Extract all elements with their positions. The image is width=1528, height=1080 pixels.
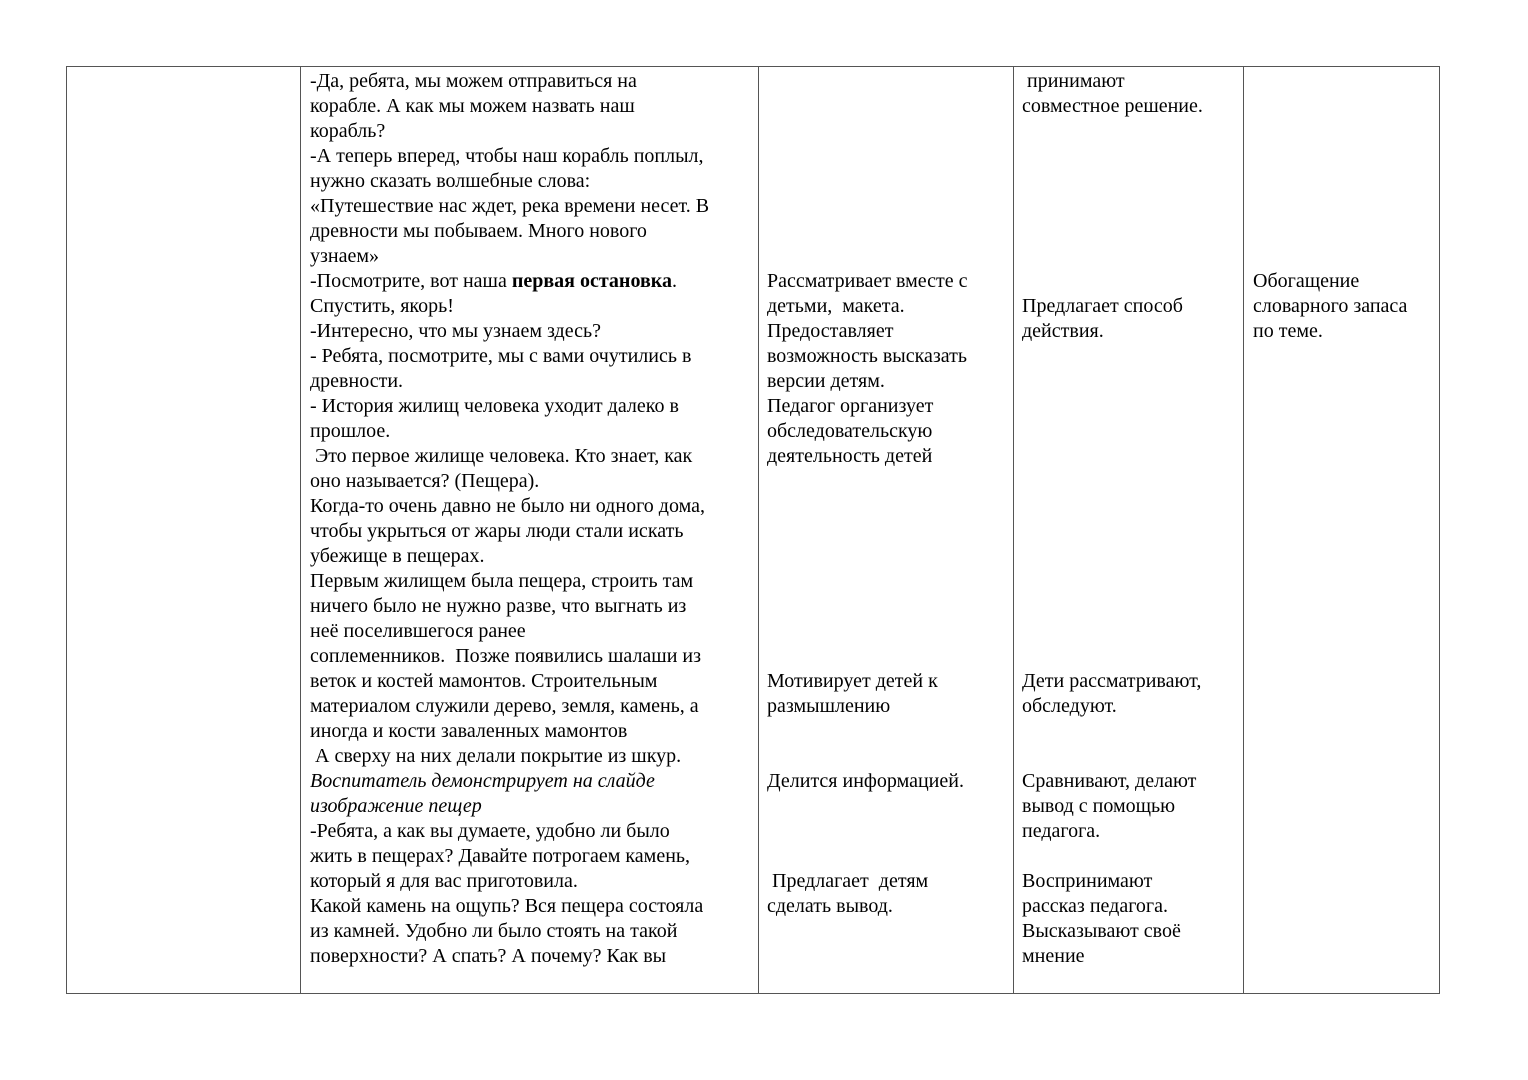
children-activity-line: Дети рассматривают,	[1022, 670, 1202, 692]
outcome-line: по теме.	[1253, 320, 1323, 342]
children-activity-line: рассказ педагога.	[1022, 895, 1168, 917]
teacher-activity-line: Предлагает детям	[767, 870, 929, 892]
dialogue-line: -А теперь вперед, чтобы наш корабль поплыл,	[310, 145, 704, 167]
dialogue-line: жить в пещерах? Давайте потрогаем камень,	[310, 845, 691, 867]
dialogue-line: - Ребята, посмотрите, мы с вами очутились в	[310, 345, 692, 367]
teacher-activity-line: Педагог организует	[767, 395, 934, 417]
dialogue-cell	[301, 67, 757, 993]
teacher-activity-cell	[759, 67, 1012, 993]
children-activity-line: действия.	[1022, 320, 1104, 342]
dialogue-text: .	[671, 270, 677, 292]
dialogue-line: узнаем»	[310, 245, 380, 267]
teacher-activity-line: детьми, макета.	[767, 295, 905, 317]
first-stop-emphasis: первая остановка	[511, 270, 672, 292]
children-activity-line: педагога.	[1022, 820, 1101, 842]
dialogue-line: прошлое.	[310, 420, 391, 442]
dialogue-line: -Ребята, а как вы думаете, удобно ли было	[310, 820, 670, 842]
stage-cell	[67, 67, 300, 993]
outcome-line: словарного запаса	[1253, 295, 1408, 317]
children-activity-line: совместное решение.	[1022, 95, 1203, 117]
teacher-activity-line: Предоставляет	[767, 320, 894, 342]
dialogue-line: древности.	[310, 370, 404, 392]
dialogue-line: ничего было не нужно разве, что выгнать из	[310, 595, 687, 617]
dialogue-line: который я для вас приготовила.	[310, 870, 578, 892]
dialogue-line: Это первое жилище человека. Кто знает, как	[310, 445, 693, 467]
dialogue-line: убежище в пещерах.	[310, 545, 485, 567]
children-activity-line: Сравнивают, делают	[1022, 770, 1197, 792]
children-activity-line: Высказывают своё	[1022, 920, 1181, 942]
children-activity-line: Воспринимают	[1022, 870, 1153, 892]
teacher-activity-line: Мотивирует детей к	[767, 670, 938, 692]
dialogue-line-first-stop	[310, 269, 677, 294]
dialogue-line: материалом служили дерево, земля, камень, а	[310, 695, 699, 717]
dialogue-line: оно называется? (Пещера).	[310, 470, 540, 492]
teacher-activity-line: сделать вывод.	[767, 895, 893, 917]
outcome-line: Обогащение	[1253, 270, 1360, 292]
dialogue-line: Какой камень на ощупь? Вся пещера состояла	[310, 895, 704, 917]
teacher-activity-line: деятельность детей	[767, 445, 933, 467]
dialogue-line: из камней. Удобно ли было стоять на такой	[310, 920, 678, 942]
teacher-activity-line: возможность высказать	[767, 345, 968, 367]
dialogue-line: древности мы побываем. Много нового	[310, 220, 647, 242]
children-activity-line: принимают	[1022, 70, 1125, 92]
dialogue-line: неё поселившегося ранее	[310, 620, 526, 642]
teacher-activity-line: Делится информацией.	[767, 770, 964, 792]
dialogue-line: веток и костей мамонтов. Строительным	[310, 670, 658, 692]
dialogue-line: нужно сказать волшебные слова:	[310, 170, 591, 192]
dialogue-line: чтобы укрыться от жары люди стали искать	[310, 520, 684, 542]
dialogue-text: -Посмотрите, вот наша	[310, 270, 512, 292]
dialogue-line: поверхности? А спать? А почему? Как вы	[310, 945, 667, 967]
dialogue-line: Когда-то очень давно не было ни одного дома,	[310, 495, 705, 517]
dialogue-line: корабле. А как мы можем назвать наш	[310, 95, 635, 117]
dialogue-line: А сверху на них делали покрытие из шкур.	[310, 745, 682, 767]
children-activity-line: обследуют.	[1022, 695, 1117, 717]
teacher-activity-line: версии детям.	[767, 370, 885, 392]
dialogue-line: «Путешествие нас ждет, река времени несет. В	[310, 195, 710, 217]
dialogue-line: Первым жилищем была пещера, строить там	[310, 570, 694, 592]
dialogue-line: Спустить, якорь!	[310, 295, 454, 317]
dialogue-line: -Интересно, что мы узнаем здесь?	[310, 320, 601, 342]
stage-direction-line: изображение пещер	[310, 795, 482, 817]
dialogue-line: корабль?	[310, 120, 386, 142]
teacher-activity-line: обследовательскую	[767, 420, 933, 442]
teacher-activity-line: Рассматривает вместе с	[767, 270, 968, 292]
children-activity-cell	[1014, 67, 1242, 993]
dialogue-line: соплеменников. Позже появились шалаши из	[310, 645, 702, 667]
lesson-plan-table	[66, 66, 1440, 994]
stage-direction-line: Воспитатель демонстрирует на слайде	[310, 770, 655, 792]
children-activity-line: Предлагает способ	[1022, 295, 1183, 317]
children-activity-line: вывод с помощью	[1022, 795, 1176, 817]
dialogue-line: иногда и кости заваленных мамонтов	[310, 720, 628, 742]
teacher-activity-line: размышлению	[767, 695, 891, 717]
dialogue-line: - История жилищ человека уходит далеко в	[310, 395, 679, 417]
outcome-cell	[1244, 67, 1440, 993]
dialogue-line: -Да, ребята, мы можем отправиться на	[310, 70, 637, 92]
children-activity-line: мнение	[1022, 945, 1085, 967]
